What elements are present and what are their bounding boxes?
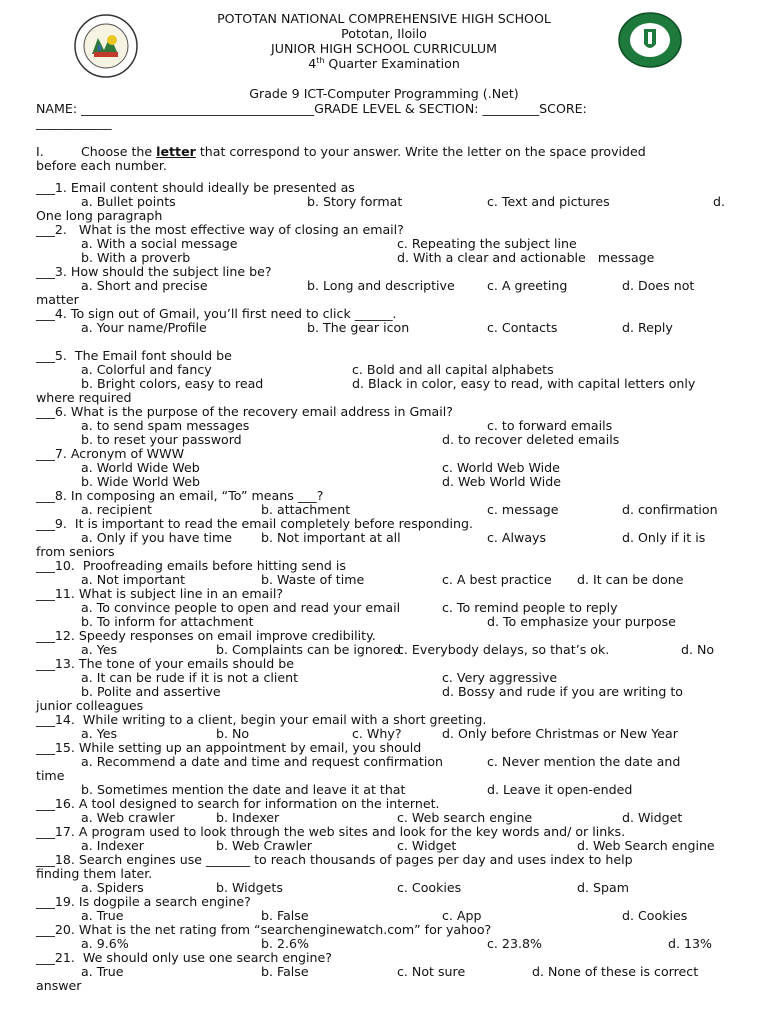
answer-option: c. World Web Wide bbox=[442, 460, 560, 475]
question-text[interactable]: ___17. A program used to look through the web sites and look for the key words and/ or links. bbox=[36, 824, 626, 839]
question-text[interactable]: ___12. Speedy responses on email improve credibility. bbox=[36, 628, 376, 643]
answer-option: d. Only if it is bbox=[622, 530, 706, 545]
answer-option: b. Wide World Web bbox=[81, 474, 200, 489]
answer-option: d. To emphasize your purpose bbox=[487, 614, 676, 629]
answer-option: from seniors bbox=[36, 544, 115, 559]
section-number: I. bbox=[36, 144, 44, 159]
answer-option: b. No bbox=[216, 726, 250, 741]
question-text[interactable]: ___13. The tone of your emails should be bbox=[36, 656, 294, 671]
answer-option: d. Bossy and rude if you are writing to bbox=[442, 684, 684, 699]
answer-option: b. Story format bbox=[307, 194, 403, 209]
answer-option: finding them later. bbox=[36, 866, 153, 881]
answer-option: b. Indexer bbox=[216, 810, 280, 825]
question-text[interactable]: ___7. Acronym of WWW bbox=[36, 446, 185, 461]
answer-option: d. Reply bbox=[622, 320, 673, 335]
answer-option: b. Not important at all bbox=[261, 530, 401, 545]
question-text[interactable]: ___3. How should the subject line be? bbox=[36, 264, 272, 279]
answer-option: c. 23.8% bbox=[487, 936, 542, 951]
answer-option: b. Waste of time bbox=[261, 572, 365, 587]
question-text[interactable]: ___14. While writing to a client, begin your email with a short greeting. bbox=[36, 712, 487, 727]
answer-option: c. Contacts bbox=[487, 320, 558, 335]
answer-option: d. No bbox=[681, 642, 715, 657]
answer-option: a. Web crawler bbox=[81, 810, 175, 825]
question-text[interactable]: ___11. What is subject line in an email? bbox=[36, 586, 284, 601]
question-text[interactable]: ___19. Is dogpile a search engine? bbox=[36, 894, 251, 909]
answer-option: a. Indexer bbox=[81, 838, 144, 853]
question-text[interactable]: ___20. What is the net rating from “searchenginewatch.com” for yahoo? bbox=[36, 922, 492, 937]
subject-title: Grade 9 ICT-Computer Programming (.Net) bbox=[249, 86, 519, 101]
answer-option: a. With a social message bbox=[81, 236, 238, 251]
answer-option: c. Why? bbox=[352, 726, 402, 741]
answer-option: d. Web World Wide bbox=[442, 474, 561, 489]
answer-option: b. With a proverb bbox=[81, 250, 191, 265]
answer-option: junior colleagues bbox=[36, 698, 144, 713]
answer-option: c. Cookies bbox=[397, 880, 462, 895]
answer-option: d. Widget bbox=[622, 810, 683, 825]
answer-option: b. False bbox=[261, 964, 309, 979]
answer-option: c. Everybody delays, so that’s ok. bbox=[397, 642, 610, 657]
instructions-post: that correspond to your answer. Write the letter on the space provided bbox=[195, 144, 646, 159]
answer-option: d. None of these is correct bbox=[532, 964, 699, 979]
answer-option: d. Spam bbox=[577, 880, 629, 895]
answer-option: b. Complaints can be ignored bbox=[216, 642, 402, 657]
school-name: POTOTAN NATIONAL COMPREHENSIVE HIGH SCHOOL bbox=[217, 11, 551, 26]
answer-option: a. Yes bbox=[81, 726, 118, 741]
question-text[interactable]: ___4. To sign out of Gmail, you’ll first need to click ______. bbox=[36, 306, 397, 321]
answer-option: c. Not sure bbox=[397, 964, 466, 979]
answer-option: d. Black in color, easy to read, with capital letters only bbox=[352, 376, 696, 391]
answer-option: c. Very aggressive bbox=[442, 670, 558, 685]
answer-option: a. Recommend a date and time and request confirmation bbox=[81, 754, 444, 769]
answer-option: b. The gear icon bbox=[307, 320, 410, 335]
answer-option: c. Never mention the date and bbox=[487, 754, 681, 769]
answer-option: a. Bullet points bbox=[81, 194, 176, 209]
question-text[interactable]: ___8. In composing an email, “To” means ___? bbox=[36, 488, 324, 503]
answer-option: d. Cookies bbox=[622, 908, 688, 923]
answer-option: b. Widgets bbox=[216, 880, 283, 895]
answer-option: a. True bbox=[81, 964, 124, 979]
answer-option: a. Your name/Profile bbox=[81, 320, 207, 335]
question-text[interactable]: ___10. Proofreading emails before hitting send is bbox=[36, 558, 346, 573]
answer-option: b. Web Crawler bbox=[216, 838, 312, 853]
question-text[interactable]: ___6. What is the purpose of the recovery email address in Gmail? bbox=[36, 404, 453, 419]
question-text[interactable]: ___15. While setting up an appointment by email, you should bbox=[36, 740, 422, 755]
instructions-text bbox=[81, 145, 646, 159]
answer-option: b. Polite and assertive bbox=[81, 684, 221, 699]
answer-option: c. App bbox=[442, 908, 482, 923]
answer-option: a. Short and precise bbox=[81, 278, 208, 293]
answer-option: a. Not important bbox=[81, 572, 186, 587]
answer-option: d. Web Search engine bbox=[577, 838, 715, 853]
question-text[interactable]: ___5. The Email font should be bbox=[36, 348, 232, 363]
answer-option: b. to reset your password bbox=[81, 432, 242, 447]
answer-option: d. Only before Christmas or New Year bbox=[442, 726, 678, 741]
exam-title bbox=[0, 57, 768, 72]
answer-option: where required bbox=[36, 390, 132, 405]
answer-option: c. Repeating the subject line bbox=[397, 236, 577, 251]
quarter-number: 4 bbox=[308, 56, 317, 71]
answer-option: a. to send spam messages bbox=[81, 418, 250, 433]
answer-option: d. Leave it open-ended bbox=[487, 782, 633, 797]
answer-option: matter bbox=[36, 292, 79, 307]
answer-option: c. Text and pictures bbox=[487, 194, 610, 209]
instructions-continued: before each number. bbox=[36, 158, 167, 173]
answer-option: a. It can be rude if it is not a client bbox=[81, 670, 299, 685]
answer-option: d. It can be done bbox=[577, 572, 684, 587]
answer-option: b. Sometimes mention the date and leave it at that bbox=[81, 782, 406, 797]
answer-option: a. Spiders bbox=[81, 880, 144, 895]
question-text[interactable]: ___16. A tool designed to search for information on the internet. bbox=[36, 796, 440, 811]
answer-option: b. Bright colors, easy to read bbox=[81, 376, 264, 391]
answer-option: c. A greeting bbox=[487, 278, 568, 293]
answer-option: d. bbox=[713, 194, 725, 209]
quarter-label: Quarter Examination bbox=[324, 56, 460, 71]
answer-option: c. A best practice bbox=[442, 572, 552, 587]
answer-option: a. Yes bbox=[81, 642, 118, 657]
answer-option: d. With a clear and actionable message bbox=[397, 250, 655, 265]
answer-option: b. False bbox=[261, 908, 309, 923]
answer-option: a. World Wide Web bbox=[81, 460, 200, 475]
answer-option: d. to recover deleted emails bbox=[442, 432, 620, 447]
question-text[interactable]: ___2. What is the most effective way of closing an email? bbox=[36, 222, 404, 237]
answer-option: time bbox=[36, 768, 65, 783]
instructions-pre: Choose the bbox=[81, 144, 157, 159]
answer-option: a. To convince people to open and read your email bbox=[81, 600, 401, 615]
answer-option: b. 2.6% bbox=[261, 936, 309, 951]
answer-option: c. Web search engine bbox=[397, 810, 533, 825]
curriculum-title: JUNIOR HIGH SCHOOL CURRICULUM bbox=[271, 41, 497, 56]
answer-option: b. attachment bbox=[261, 502, 351, 517]
answer-option: a. True bbox=[81, 908, 124, 923]
answer-option: a. recipient bbox=[81, 502, 152, 517]
answer-option: a. Colorful and fancy bbox=[81, 362, 212, 377]
answer-option: c. Widget bbox=[397, 838, 457, 853]
school-town: Pototan, Iloilo bbox=[341, 26, 427, 41]
question-text[interactable]: ___21. We should only use one search engine? bbox=[36, 950, 332, 965]
question-text[interactable]: ___1. Email content should ideally be presented as bbox=[36, 180, 355, 195]
quarter-suffix: th bbox=[316, 55, 325, 65]
answer-option: c. To remind people to reply bbox=[442, 600, 618, 615]
answer-option: c. Always bbox=[487, 530, 547, 545]
answer-option: answer bbox=[36, 978, 82, 993]
answer-option: b. To inform for attachment bbox=[81, 614, 254, 629]
answer-option: a. Only if you have time bbox=[81, 530, 233, 545]
answer-option: b. Long and descriptive bbox=[307, 278, 455, 293]
name-score-line[interactable]: NAME: _____________________________________GRADE LEVEL & SECTION: _________SCORE: bbox=[36, 101, 587, 116]
answer-option: d. Does not bbox=[622, 278, 695, 293]
score-blank[interactable]: ____________ bbox=[36, 115, 112, 130]
answer-option: d. confirmation bbox=[622, 502, 718, 517]
instructions-keyword: letter bbox=[156, 144, 196, 159]
answer-option: One long paragraph bbox=[36, 208, 163, 223]
answer-option: c. Bold and all capital alphabets bbox=[352, 362, 554, 377]
answer-option: a. 9.6% bbox=[81, 936, 129, 951]
question-text[interactable]: ___9. It is important to read the email completely before responding. bbox=[36, 516, 473, 531]
answer-option: c. to forward emails bbox=[487, 418, 613, 433]
question-text[interactable]: ___18. Search engines use _______ to reach thousands of pages per day and uses index to help bbox=[36, 852, 633, 867]
answer-option: c. message bbox=[487, 502, 559, 517]
answer-option: d. 13% bbox=[668, 936, 712, 951]
